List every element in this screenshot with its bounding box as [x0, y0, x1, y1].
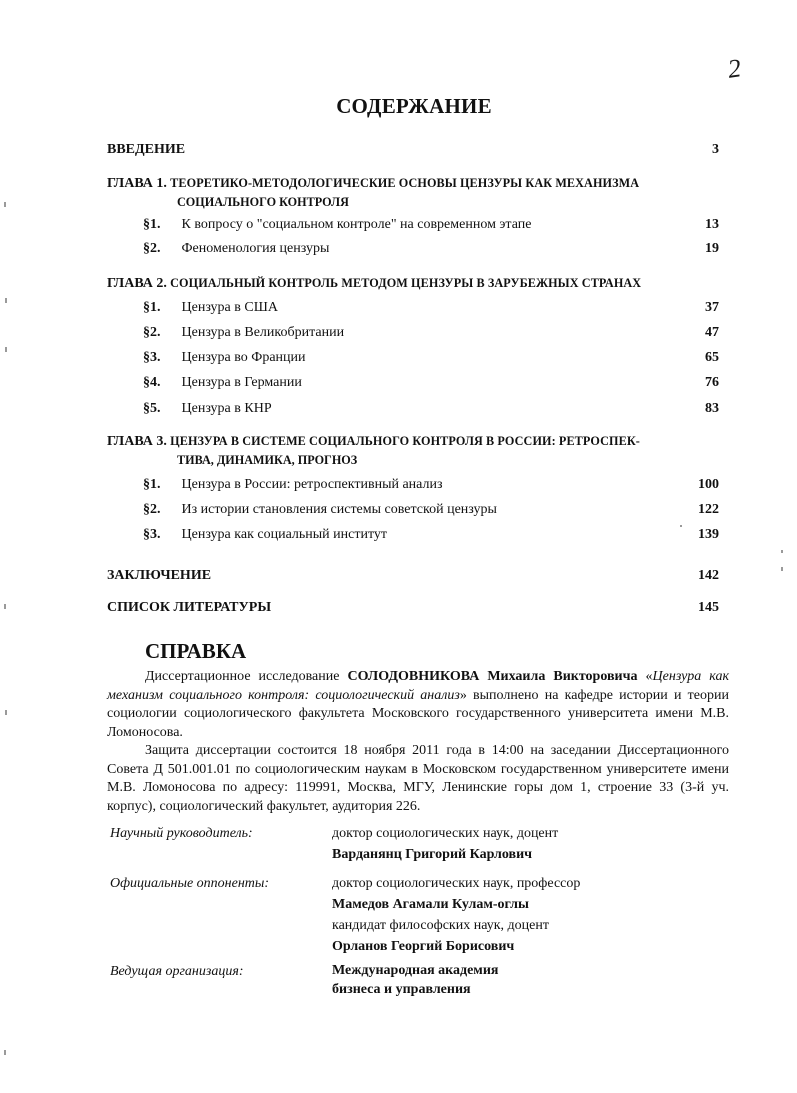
- section-number: §1.: [143, 477, 161, 492]
- chapter-title-line1: СОЦИАЛЬНЫЙ КОНТРОЛЬ МЕТОДОМ ЦЕНЗУРЫ В ЗАРУБЕЖНЫХ СТРАНАХ: [170, 276, 642, 290]
- toc-chapter-3[interactable]: [107, 432, 719, 469]
- chapter-label: ГЛАВА 3.: [107, 434, 167, 449]
- toc-chapter-1[interactable]: [107, 174, 719, 211]
- defense-info-paragraph: Защита диссертации состоится 18 ноября 2011 года в 14:00 на заседании Диссертационного Совета Д 501.001.01 по социологическим наукам в Московском государственном университете имени М.В. Ломоносова по адресу: 119991, Москва, МГУ, Ленинские горы дом 1, строение 33 (3-й уч. корпус), социологический факультет, аудитория 226.: [107, 743, 729, 814]
- dissertation-info-paragraph: [107, 668, 729, 742]
- section-number: §3.: [143, 527, 161, 542]
- section-title: Цензура в КНР: [181, 401, 272, 416]
- section-number: §1.: [143, 217, 161, 232]
- section-number: §1.: [143, 300, 161, 315]
- para-text: Диссертационное исследование: [145, 669, 348, 684]
- toc-page-number: 65: [705, 350, 719, 365]
- section-number: §3.: [143, 350, 161, 365]
- toc-title: СОДЕРЖАНИЕ: [336, 94, 492, 118]
- dissertation-title: Цензура как механизм социального контроля: социологический анализ: [107, 669, 729, 703]
- opponents-value: [332, 873, 580, 957]
- toc-page-number: 100: [698, 477, 719, 492]
- section-number: §5.: [143, 401, 161, 416]
- toc-page-number: 13: [705, 217, 719, 232]
- chapter-title-line2: СОЦИАЛЬНОГО КОНТРОЛЯ: [177, 195, 349, 209]
- section-title: Цензура в США: [181, 300, 278, 315]
- toc-page-number: 142: [698, 568, 719, 583]
- toc-entry-introduction[interactable]: [107, 141, 719, 159]
- toc-section[interactable]: [143, 324, 719, 342]
- opponent2-name: Орланов Георгий Борисович: [332, 939, 515, 954]
- chapter-label: ГЛАВА 2.: [107, 276, 167, 291]
- toc-page-number: 145: [698, 600, 719, 615]
- scan-speck: [781, 550, 783, 553]
- toc-page-number: 47: [705, 325, 719, 340]
- toc-section[interactable]: [143, 216, 719, 234]
- toc-page-number: 122: [698, 502, 719, 517]
- section-title: Цензура как социальный институт: [181, 527, 388, 542]
- quote-open: «: [637, 669, 653, 684]
- section-number: §2.: [143, 241, 161, 256]
- scan-speck: [5, 710, 7, 715]
- lead-org-name-line1: Международная академия: [332, 963, 499, 978]
- toc-page-number: 19: [705, 241, 719, 256]
- chapter-title-line2: ТИВА, ДИНАМИКА, ПРОГНОЗ: [177, 453, 358, 467]
- toc-page-number: 83: [705, 401, 719, 416]
- section-number: §2.: [143, 502, 161, 517]
- toc-chapter-2[interactable]: [107, 274, 719, 293]
- toc-section[interactable]: [143, 299, 719, 317]
- scan-speck: [5, 347, 7, 352]
- lead-org-value: [332, 961, 498, 999]
- toc-section[interactable]: [143, 526, 719, 544]
- toc-section[interactable]: [143, 349, 719, 367]
- toc-entry-label: ВВЕДЕНИЕ: [107, 142, 186, 157]
- toc-entry-label: ЗАКЛЮЧЕНИЕ: [107, 568, 212, 583]
- toc-section[interactable]: [143, 476, 719, 494]
- scan-speck: [781, 567, 783, 571]
- para-text: » выполнено на кафедре истории и теории социологии социологического факультета Московского государственного университета имени М.В. Ломоносова.: [107, 687, 730, 740]
- scan-speck: [4, 202, 6, 207]
- scan-speck: [4, 604, 6, 609]
- toc-section[interactable]: [143, 374, 719, 392]
- toc-page-number: 139: [698, 527, 719, 542]
- opponent1-rank: доктор социологических наук, профессор: [332, 876, 581, 891]
- lead-org-label: Ведущая организация:: [110, 964, 244, 979]
- toc-page-number: 37: [705, 300, 719, 315]
- section-title: Цензура в России: ретроспективный анализ: [181, 477, 443, 492]
- section-title: Феноменология цензуры: [181, 241, 330, 256]
- toc-entry-conclusion[interactable]: [107, 567, 719, 585]
- toc-page-number: 3: [712, 142, 719, 157]
- opponent1-name: Мамедов Агамали Кулам-оглы: [332, 897, 529, 912]
- toc-page-number: 76: [705, 375, 719, 390]
- section-title: Цензура в Германии: [181, 375, 302, 390]
- section-number: §4.: [143, 375, 161, 390]
- author-name: СОЛОДОВНИКОВА Михаила Викторовича: [347, 669, 638, 684]
- toc-section[interactable]: [143, 240, 719, 258]
- section-title: К вопросу о "социальном контроле" на современном этапе: [181, 217, 532, 232]
- reference-title: СПРАВКА: [145, 639, 247, 663]
- section-title: Из истории становления системы советской цензуры: [181, 502, 497, 517]
- section-number: §2.: [143, 325, 161, 340]
- chapter-title-line1: ЦЕНЗУРА В СИСТЕМЕ СОЦИАЛЬНОГО КОНТРОЛЯ В РОССИИ: РЕТРОСПЕК-: [170, 434, 640, 448]
- toc-entry-label: СПИСОК ЛИТЕРАТУРЫ: [107, 600, 272, 615]
- scan-speck: [5, 298, 7, 303]
- section-title: Цензура в Великобритании: [181, 325, 345, 340]
- lead-org-name-line2: бизнеса и управления: [332, 982, 471, 997]
- toc-entry-bibliography[interactable]: [107, 599, 719, 617]
- supervisor-rank: доктор социологических наук, доцент: [332, 826, 559, 841]
- scan-speck: [4, 1050, 6, 1055]
- handwritten-page-number: 2: [725, 53, 743, 84]
- chapter-label: ГЛАВА 1.: [107, 176, 167, 191]
- opponents-label: Официальные оппоненты:: [110, 876, 270, 891]
- opponent2-rank: кандидат философских наук, доцент: [332, 918, 549, 933]
- supervisor-label: Научный руководитель:: [110, 826, 253, 841]
- supervisor-value: [332, 823, 558, 865]
- toc-section[interactable]: [143, 400, 719, 418]
- toc-section[interactable]: [143, 501, 719, 519]
- supervisor-name: Варданянц Григорий Карлович: [332, 847, 533, 862]
- section-title: Цензура во Франции: [181, 350, 306, 365]
- chapter-title-line1: ТЕОРЕТИКО-МЕТОДОЛОГИЧЕСКИЕ ОСНОВЫ ЦЕНЗУРЫ КАК МЕХАНИЗМА: [170, 176, 640, 190]
